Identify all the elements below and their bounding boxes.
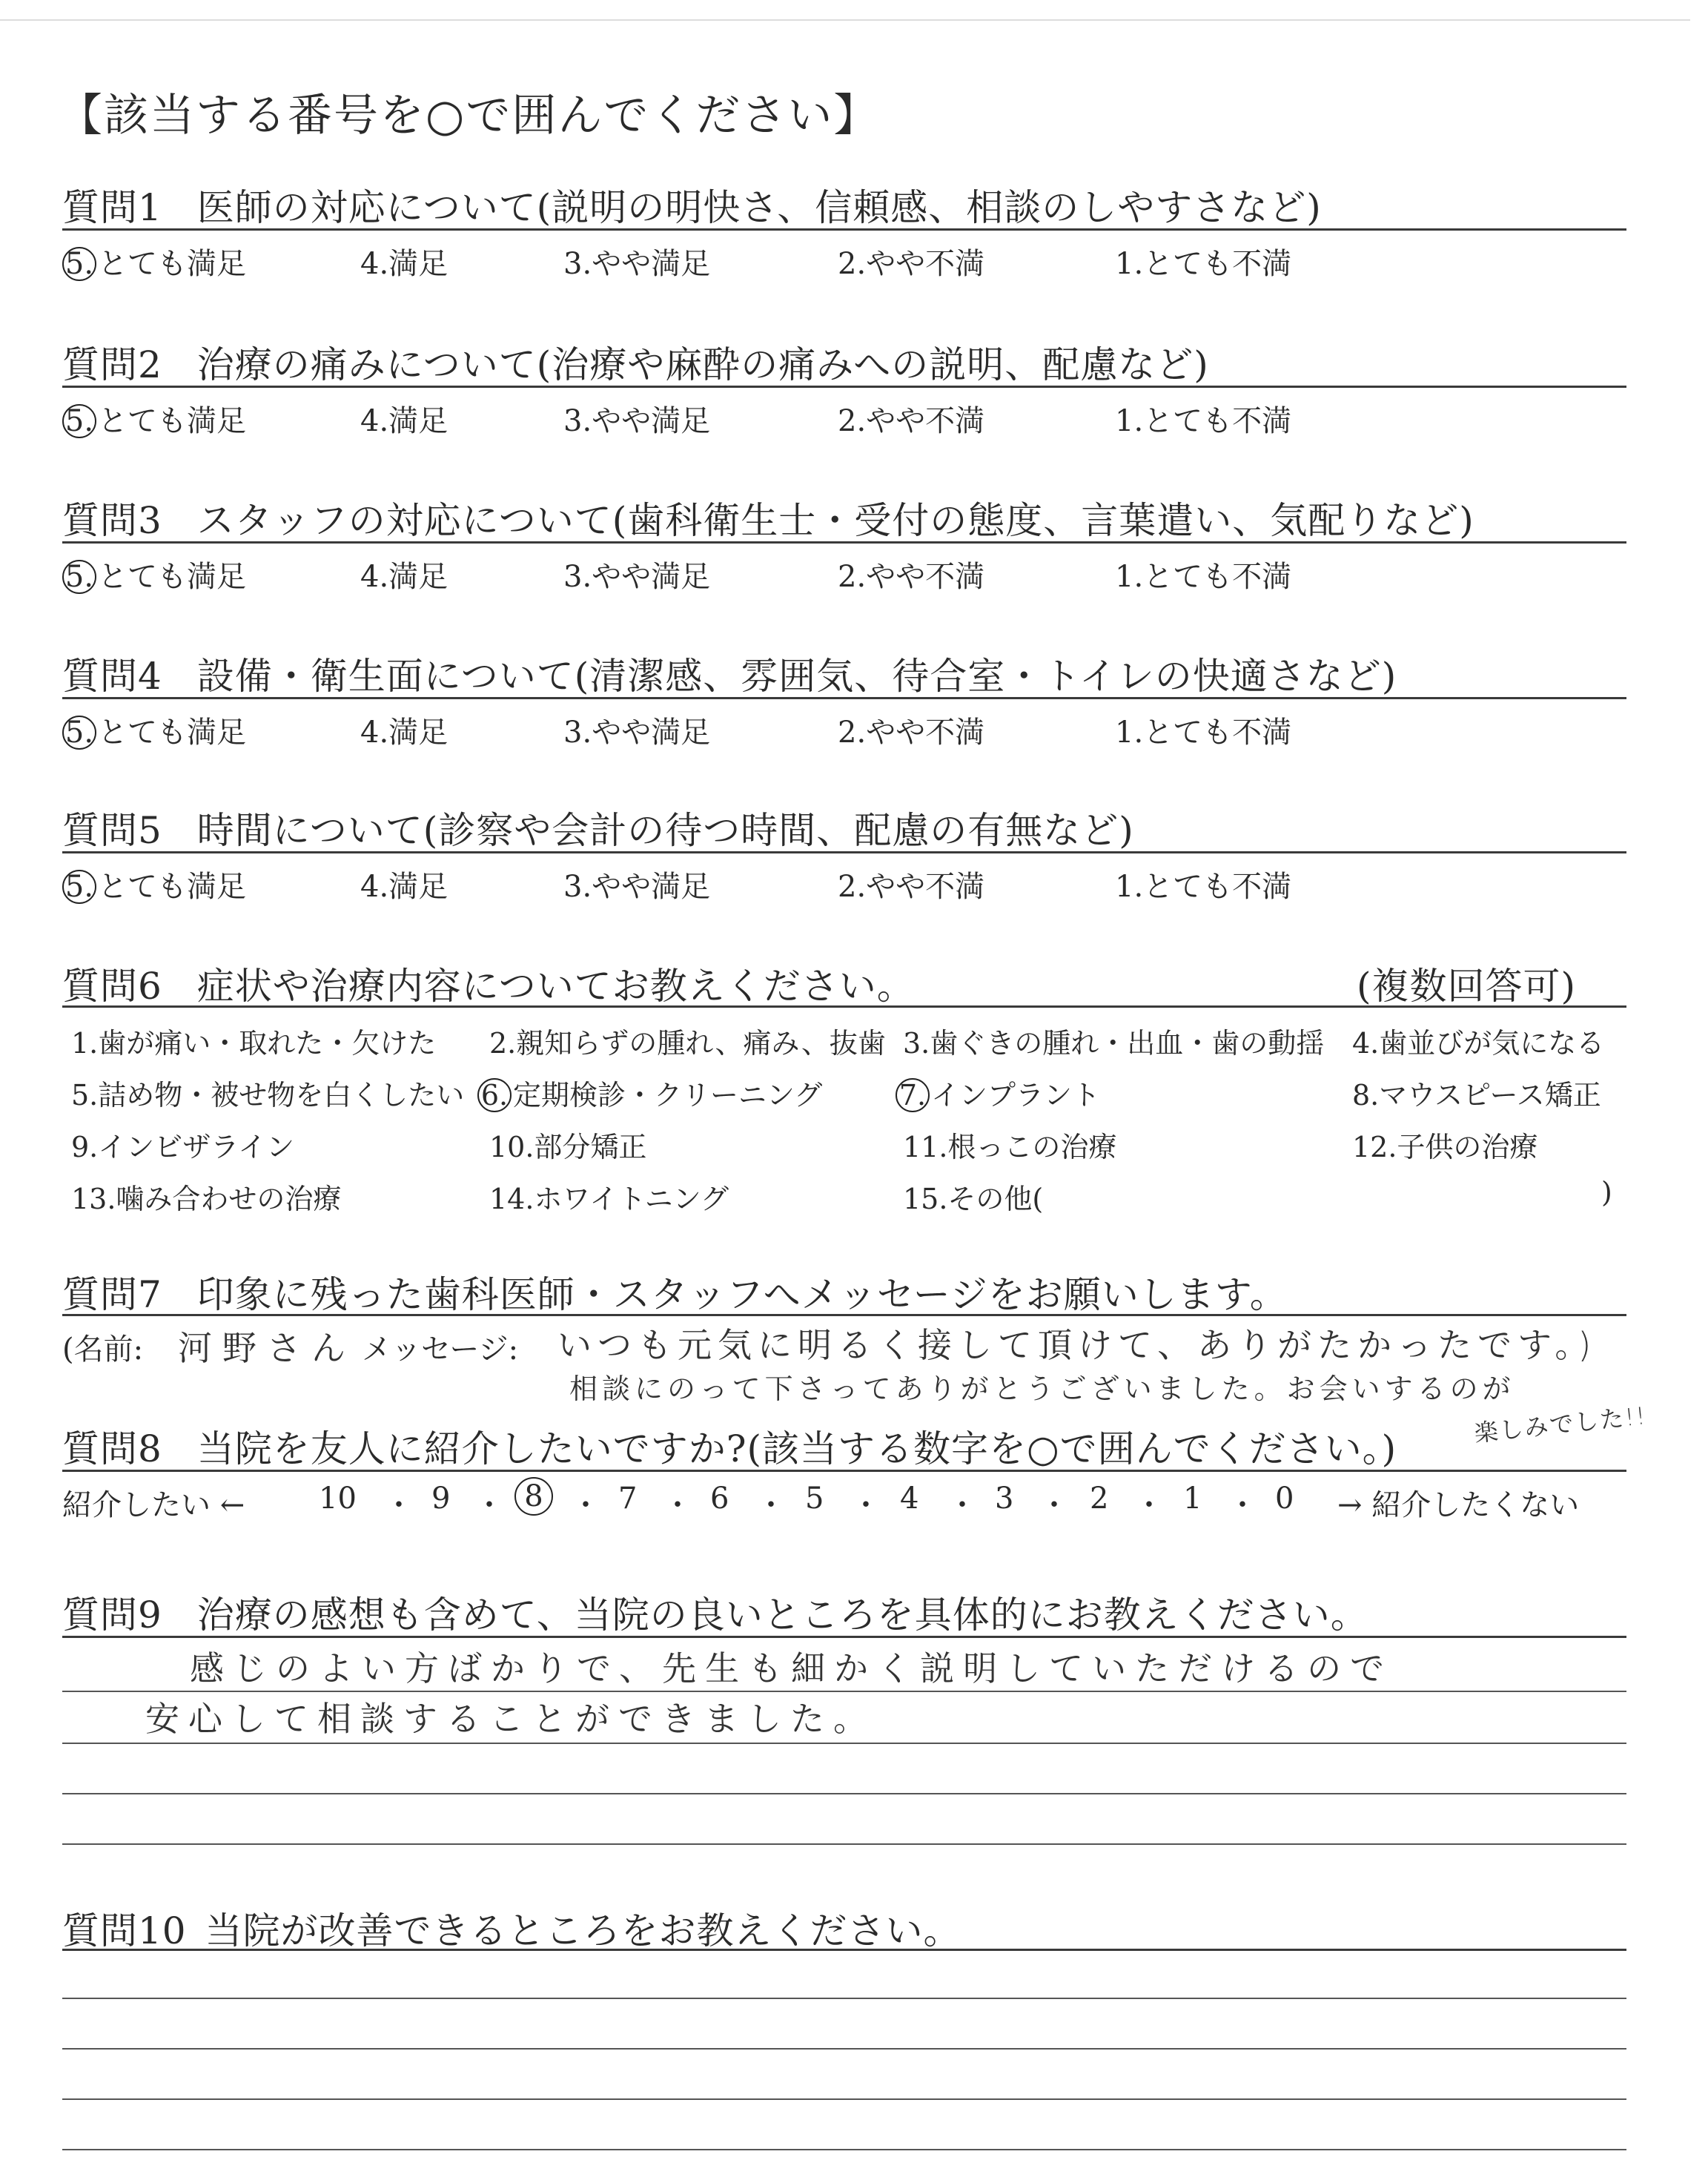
question-4 <box>62 647 1397 700</box>
selected-circle: 6. <box>477 1078 512 1112</box>
scale-4[interactable]: 4 <box>900 1482 919 1516</box>
q6-option-6[interactable]: 6. 定期検診・クリーニング <box>477 1072 822 1113</box>
question-8 <box>62 1419 1397 1473</box>
question-4-option-3[interactable]: 3.やや満足 <box>563 716 711 750</box>
question-10 <box>62 1901 961 1955</box>
question-5 <box>62 801 1134 854</box>
question-1-text: 医師の対応について(説明の明快さ、信頼感、相談のしやすさなど) <box>196 186 1322 229</box>
scale-sep: ・ <box>1134 1488 1164 1522</box>
question-4-option-1[interactable]: 1.とても不満 <box>1115 716 1292 750</box>
question-8-label: 質問8 <box>62 1427 162 1470</box>
question-2-option-5[interactable]: 5. とても満足 <box>62 397 246 440</box>
question-7-rule <box>62 1314 1626 1316</box>
scale-sep: ・ <box>663 1488 692 1522</box>
question-2 <box>62 335 1209 389</box>
q6-option-8[interactable]: 8.マウスピース矯正 <box>1352 1079 1601 1112</box>
answer-line <box>62 1843 1626 1845</box>
scale-5[interactable]: 5 <box>805 1482 824 1516</box>
answer-line <box>62 1793 1626 1794</box>
scale-6[interactable]: 6 <box>710 1482 729 1516</box>
q9-answer-line-2[interactable]: 安心して相談することができました。 <box>145 1699 876 1739</box>
question-2-label: 質問2 <box>62 343 162 386</box>
q6-other-close-paren: ) <box>1601 1176 1612 1209</box>
question-4-option-5[interactable]: 5. とても満足 <box>62 709 246 751</box>
question-8-text: 当院を友人に紹介したいですか?(該当する数字を○で囲んでください。) <box>196 1427 1397 1470</box>
message-line-1[interactable]: いつも元気に明るく接して頂けて、ありがたかったです。) <box>557 1325 1598 1365</box>
q6-option-1[interactable]: 1.歯が痛い・取れた・欠けた <box>71 1027 437 1060</box>
q9-answer-line-1[interactable]: 感じのよい方ばかりで、先生も細かく説明していただけるので <box>190 1648 1394 1688</box>
q6-option-12[interactable]: 12.子供の治療 <box>1352 1131 1538 1163</box>
question-3-option-5[interactable]: 5. とても満足 <box>62 553 246 595</box>
scale-sep: ・ <box>474 1488 504 1522</box>
scale-7[interactable]: 7 <box>618 1482 638 1516</box>
question-9-label: 質問9 <box>62 1593 162 1636</box>
message-line-3[interactable]: 楽しみでした!! <box>1472 1401 1649 1448</box>
message-line-2[interactable]: 相談にのって下さってありがとうございました。お会いするのが <box>569 1373 1515 1405</box>
selected-circle: 5. <box>62 247 96 281</box>
question-2-rule <box>62 386 1626 388</box>
question-8-rule <box>62 1470 1626 1472</box>
question-5-option-2[interactable]: 2.やや不満 <box>838 870 985 904</box>
answer-line <box>62 1743 1626 1744</box>
question-10-rule <box>62 1949 1626 1951</box>
scale-10[interactable]: 10 <box>319 1482 357 1516</box>
question-2-option-3[interactable]: 3.やや満足 <box>563 404 711 438</box>
q6-option-5[interactable]: 5.詰め物・被せ物を白くしたい <box>71 1079 465 1112</box>
q6-option-13[interactable]: 13.噛み合わせの治療 <box>71 1183 342 1215</box>
question-1-option-5[interactable]: 5. とても満足 <box>62 240 246 283</box>
scale-sep: ・ <box>384 1488 414 1522</box>
question-9-text: 治療の感想も含めて、当院の良いところを具体的にお教えください。 <box>196 1593 1368 1636</box>
scale-1[interactable]: 1 <box>1183 1482 1202 1516</box>
question-5-text: 時間について(診察や会計の待つ時間、配慮の有無など) <box>196 809 1134 852</box>
question-4-option-4[interactable]: 4.満足 <box>360 716 448 750</box>
question-1-option-2[interactable]: 2.やや不満 <box>838 247 985 281</box>
scan-edge <box>0 19 1690 21</box>
question-4-text: 設備・衛生面について(清潔感、雰囲気、待合室・トイレの快適さなど) <box>196 655 1397 698</box>
scale-sep: ・ <box>1228 1488 1257 1522</box>
question-5-option-1[interactable]: 1.とても不満 <box>1115 870 1292 904</box>
scale-sep: ・ <box>947 1488 977 1522</box>
question-2-option-2[interactable]: 2.やや不満 <box>838 404 985 438</box>
multiple-answer-note: (複数回答可) <box>1357 965 1577 1008</box>
q6-option-9[interactable]: 9.インビザライン <box>71 1131 295 1163</box>
answer-line <box>62 1998 1626 1999</box>
selected-circle: 5. <box>62 560 96 594</box>
answer-line <box>62 2098 1626 2100</box>
scale-0[interactable]: 0 <box>1275 1482 1294 1516</box>
scale-8-selected[interactable] <box>514 1477 555 1516</box>
q6-option-7[interactable]: 7. インプラント <box>896 1072 1100 1113</box>
scale-3[interactable]: 3 <box>995 1482 1014 1516</box>
q6-option-10[interactable]: 10.部分矯正 <box>489 1131 647 1163</box>
question-2-option-1[interactable]: 1.とても不満 <box>1115 404 1292 438</box>
selected-circle: 5. <box>62 404 96 438</box>
recommend-right-label: → 紹介したくない <box>1337 1488 1580 1522</box>
question-3-text: スタッフの対応について(歯科衛生士・受付の態度、言葉遣い、気配りなど) <box>196 499 1474 542</box>
name-label: (名前: <box>62 1332 144 1367</box>
question-3-rule <box>62 541 1626 544</box>
question-1-label: 質問1 <box>62 186 162 229</box>
selected-circle: 5. <box>62 716 96 750</box>
question-6 <box>62 957 915 1010</box>
question-6-label: 質問6 <box>62 965 162 1008</box>
scale-sep: ・ <box>571 1488 600 1522</box>
question-2-option-4[interactable]: 4.満足 <box>360 404 448 438</box>
question-1-rule <box>62 228 1626 231</box>
selected-circle: 8 <box>514 1477 553 1516</box>
q6-option-4[interactable]: 4.歯並びが気になる <box>1352 1027 1605 1060</box>
question-6-rule <box>62 1005 1626 1008</box>
scale-sep: ・ <box>1039 1488 1069 1522</box>
q6-option-15[interactable]: 15.その他( <box>903 1183 1044 1215</box>
question-5-option-3[interactable]: 3.やや満足 <box>563 870 711 904</box>
page-title: 【該当する番号を○で囲んでください】 <box>58 90 880 142</box>
question-5-option-5[interactable]: 5. とても満足 <box>62 863 246 905</box>
question-3-option-1[interactable]: 1.とても不満 <box>1115 560 1292 594</box>
scale-2[interactable]: 2 <box>1090 1482 1109 1516</box>
scale-sep: ・ <box>851 1488 881 1522</box>
question-1-option-4[interactable]: 4.満足 <box>360 247 448 281</box>
question-2-text: 治療の痛みについて(治療や麻酔の痛みへの説明、配慮など) <box>196 343 1209 386</box>
selected-circle: 7. <box>896 1078 930 1112</box>
question-4-rule <box>62 697 1626 699</box>
question-1-option-3[interactable]: 3.やや満足 <box>563 247 711 281</box>
name-value[interactable]: 河野さん <box>178 1328 356 1368</box>
q6-option-11[interactable]: 11.根っこの治療 <box>903 1131 1117 1163</box>
q6-option-2[interactable]: 2.親知らずの腫れ、痛み、抜歯 <box>489 1027 886 1060</box>
q6-option-14[interactable]: 14.ホワイトニング <box>489 1183 729 1215</box>
question-1-option-1[interactable]: 1.とても不満 <box>1115 247 1292 281</box>
question-3-option-2[interactable]: 2.やや不満 <box>838 560 985 594</box>
question-7-text: 印象に残った歯科医師・スタッフへメッセージをお願いします。 <box>196 1273 1288 1316</box>
question-4-option-2[interactable]: 2.やや不満 <box>838 716 985 750</box>
question-5-option-4[interactable]: 4.満足 <box>360 870 448 904</box>
question-6-text: 症状や治療内容についてお教えください。 <box>196 965 915 1008</box>
question-9 <box>62 1585 1368 1639</box>
q6-option-3[interactable]: 3.歯ぐきの腫れ・出血・歯の動揺 <box>903 1027 1325 1060</box>
answer-line <box>62 2149 1626 2150</box>
question-10-text: 当院が改善できるところをお教えください。 <box>205 1909 961 1952</box>
scale-sep: ・ <box>756 1488 786 1522</box>
question-3-label: 質問3 <box>62 499 162 542</box>
question-5-rule <box>62 851 1626 853</box>
question-10-label: 質問10 <box>62 1909 187 1952</box>
question-3 <box>62 491 1474 544</box>
question-3-option-4[interactable]: 4.満足 <box>360 560 448 594</box>
scale-9[interactable]: 9 <box>431 1482 451 1516</box>
question-7-label: 質問7 <box>62 1273 162 1316</box>
question-4-label: 質問4 <box>62 655 162 698</box>
answer-line <box>62 2048 1626 2050</box>
message-label: メッセージ: <box>362 1332 519 1367</box>
question-3-option-3[interactable]: 3.やや満足 <box>563 560 711 594</box>
question-7 <box>62 1265 1288 1318</box>
question-1 <box>62 178 1322 231</box>
recommend-left-label: 紹介したい ← <box>62 1488 245 1522</box>
question-5-label: 質問5 <box>62 809 162 852</box>
selected-circle: 5. <box>62 870 96 904</box>
question-9-rule <box>62 1636 1626 1638</box>
